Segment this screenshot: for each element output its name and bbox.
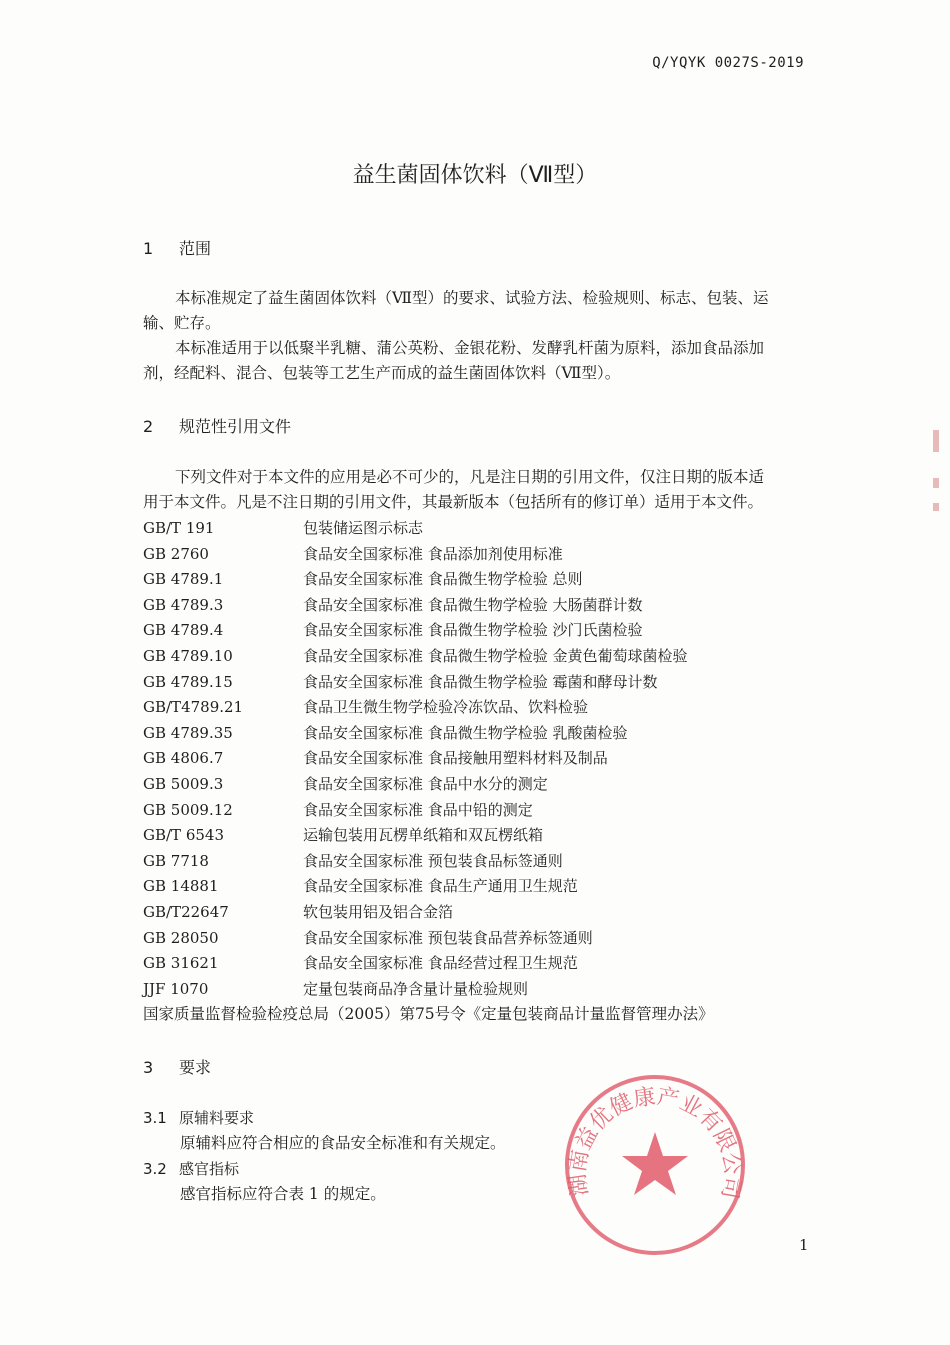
reference-row	[143, 543, 563, 564]
reference-code: GB 5009.12	[143, 800, 233, 819]
edge-stamp-mark	[933, 503, 939, 511]
reference-title: 食品安全国家标准 预包装食品标签通则	[303, 851, 563, 870]
subsection-3-1-text: 原辅料应符合相应的食品安全标准和有关规定。	[180, 1134, 506, 1152]
reference-row	[143, 594, 643, 615]
reference-title: 食品安全国家标准 食品微生物学检验 大肠菌群计数	[303, 595, 643, 614]
subsection-3-2-text: 感官指标应符合表 1 的规定。	[180, 1185, 386, 1203]
reference-title: 定量包装商品净含量计量检验规则	[303, 979, 529, 998]
subsection-title: 感官指标	[179, 1160, 240, 1178]
edge-stamp-mark	[933, 430, 939, 452]
reference-row	[143, 645, 688, 666]
reference-code: GB/T4789.21	[143, 698, 244, 717]
reference-title: 软包装用铝及铝合金箔	[303, 903, 454, 921]
section-number: 1	[143, 239, 154, 258]
reference-title: 食品安全国家标准 食品微生物学检验 乳酸菌检验	[303, 723, 628, 742]
reference-row	[143, 799, 533, 820]
reference-title: 食品安全国家标准 食品经营过程卫生规范	[303, 954, 578, 973]
reference-code: GB 31621	[143, 954, 219, 973]
reference-row	[143, 850, 563, 871]
reference-title: 食品安全国家标准 食品添加剂使用标准	[303, 544, 563, 563]
subsection-number: 3.2	[143, 1160, 167, 1178]
reference-code: JJF 1070	[143, 979, 209, 998]
reference-title: 食品安全国家标准 食品中水分的测定	[303, 775, 548, 793]
section-3-heading	[143, 1055, 211, 1078]
reference-title: 食品安全国家标准 食品微生物学检验 总则	[303, 570, 583, 589]
reference-code: GB 7718	[143, 851, 209, 870]
company-seal	[560, 1070, 750, 1260]
reference-code: GB/T 191	[143, 519, 215, 537]
reference-code: GB 4789.3	[143, 595, 224, 614]
references-intro-line-1: 下列文件对于本文件的应用是必不可少的，凡是注日期的引用文件，仅注日期的版本适	[175, 468, 765, 486]
reference-code: GB 4789.10	[143, 647, 233, 665]
reference-code: GB 4789.4	[143, 621, 224, 640]
reference-title: 食品卫生微生物学检验冷冻饮品、饮料检验	[303, 698, 589, 717]
reference-row	[143, 875, 578, 896]
reference-title: 食品安全国家标准 食品微生物学检验 霉菌和酵母计数	[303, 672, 658, 691]
scope-para-1-line-2: 输、贮存。	[143, 314, 221, 332]
reference-row	[143, 722, 628, 743]
seal-text-path: 湖南益优健康产业有限公司	[565, 1084, 745, 1201]
reference-row	[143, 952, 578, 973]
section-2-heading	[143, 414, 291, 437]
reference-title: 食品安全国家标准 预包装食品营养标签通则	[303, 928, 593, 947]
reference-row	[143, 901, 453, 922]
references-intro-line-2: 用于本文件。凡是不注日期的引用文件，其最新版本（包括所有的修订单）适用于本文件。	[143, 493, 764, 511]
section-number: 3	[143, 1058, 154, 1077]
document-code: Q/YQYK 0027S-2019	[652, 55, 804, 71]
seal-star-icon	[622, 1132, 688, 1195]
reference-code: GB 4789.1	[143, 570, 224, 589]
edge-stamp-mark	[933, 478, 939, 488]
reference-code: GB 5009.3	[143, 775, 224, 793]
reference-title: 包装储运图示标志	[303, 519, 424, 537]
page-number: 1	[799, 1236, 809, 1254]
reference-row	[143, 517, 423, 538]
reference-code: GB 4789.35	[143, 723, 233, 742]
reference-title: 运输包装用瓦楞单纸箱和双瓦楞纸箱	[303, 826, 544, 845]
reference-title: 食品安全国家标准 食品生产通用卫生规范	[303, 877, 578, 896]
decree-reference: 国家质量监督检验检疫总局（2005）第75号令《定量包装商品计量监督管理办法》	[143, 1005, 714, 1023]
reference-title: 食品安全国家标准 食品微生物学检验 沙门氏菌检验	[303, 621, 643, 640]
reference-code: GB/T 6543	[143, 826, 225, 845]
section-title: 范围	[179, 239, 212, 258]
reference-row	[143, 747, 608, 768]
reference-row	[143, 773, 548, 794]
scope-para-1-line-1: 本标准规定了益生菌固体饮料（Ⅶ型）的要求、试验方法、检验规则、标志、包装、运	[175, 289, 769, 307]
reference-row	[143, 696, 588, 717]
reference-row	[143, 619, 643, 640]
reference-code: GB/T22647	[143, 903, 229, 921]
subsection-title: 原辅料要求	[179, 1109, 255, 1127]
section-title: 要求	[179, 1058, 212, 1077]
reference-title: 食品安全国家标准 食品接触用塑料材料及制品	[303, 749, 608, 768]
section-number: 2	[143, 417, 154, 436]
subsection-3-1-heading	[143, 1107, 254, 1128]
reference-code: GB 2760	[143, 544, 209, 563]
scope-para-2-line-1: 本标准适用于以低聚半乳糖、蒲公英粉、金银花粉、发酵乳杆菌为原料，添加食品添加	[175, 339, 765, 357]
reference-title: 食品安全国家标准 食品中铅的测定	[303, 800, 533, 819]
reference-code: GB 4789.15	[143, 672, 233, 691]
reference-row	[143, 568, 583, 589]
reference-code: GB 14881	[143, 877, 219, 896]
reference-code: GB 4806.7	[143, 749, 224, 768]
section-1-heading	[143, 236, 211, 259]
reference-code: GB 28050	[143, 928, 219, 947]
reference-row	[143, 927, 593, 948]
reference-row	[143, 824, 543, 845]
subsection-number: 3.1	[143, 1109, 167, 1127]
document-title: 益生菌固体饮料（Ⅶ型）	[352, 163, 598, 188]
reference-title: 食品安全国家标准 食品微生物学检验 金黄色葡萄球菌检验	[303, 647, 688, 665]
reference-row	[143, 978, 528, 999]
scope-para-2-line-2: 剂，经配料、混合、包装等工艺生产而成的益生菌固体饮料（Ⅶ型）。	[143, 364, 621, 382]
subsection-3-2-heading	[143, 1158, 239, 1179]
section-title: 规范性引用文件	[179, 417, 292, 436]
reference-row	[143, 671, 658, 692]
